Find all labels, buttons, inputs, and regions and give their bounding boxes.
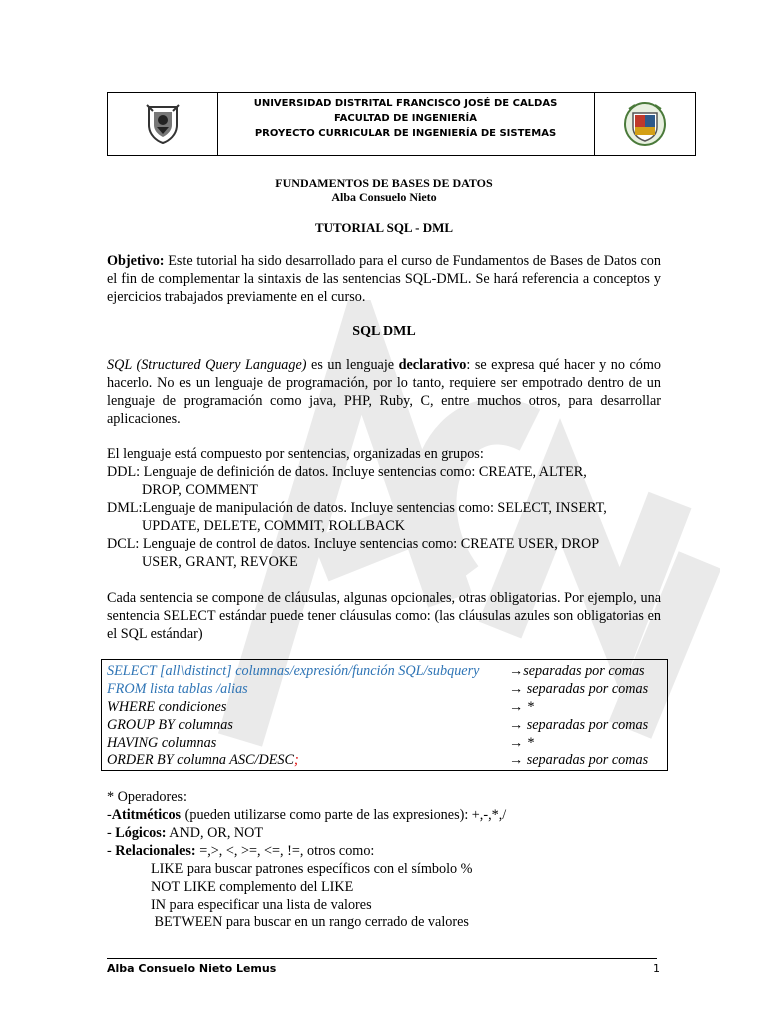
operator-like: LIKE para buscar patrones específicos con el símbolo %: [151, 861, 473, 877]
arrow-right-icon: →: [509, 717, 524, 733]
relational-text: =,>, <, >=, <=, !=, otros como:: [195, 843, 375, 859]
objective-text: Este tutorial ha sido desarrollado para el curso de Fundamentos de Bases de Datos con el fin de complementar la sintaxis de las sentencias SQL-DML. Se hará referencia a conceptos y ejercicios trabajados previamente en el curso.: [107, 253, 661, 305]
operator-in: IN para especificar una lista de valores: [151, 897, 372, 913]
program-name: PROYECTO CURRICULAR DE INGENIERÍA DE SISTEMAS: [254, 128, 557, 139]
arithmetic-operators: [107, 806, 506, 824]
declarative-term: declarativo: [398, 357, 467, 373]
page-number: 1: [653, 962, 660, 975]
intro-text-2: : se expresa qué hacer y no cómo hacerlo. No es un lenguaje de programación, por lo tanto, requiere ser empotrado dentro de un lenguaje de programación como java, PHP, Ruby, C, entre muchos otros, para desarrollar aplicaciones.: [107, 357, 661, 427]
logical-label: Lógicos:: [115, 825, 167, 841]
arithmetic-label: Atitméticos: [111, 807, 182, 823]
note-text: separadas por comas: [523, 717, 649, 733]
intro-text-1: es un lenguaje: [306, 357, 399, 373]
bullet-dash: -: [107, 825, 116, 841]
sql-row-orderby: [107, 751, 662, 769]
group-ddl-line1: DDL: Lenguaje de definición de datos. Incluye sentencias como: CREATE, ALTER,: [107, 464, 587, 480]
clause-orderby-text: ORDER BY columna ASC/DESC: [107, 752, 294, 768]
note-text: separadas por comas: [523, 752, 649, 768]
group-dcl-line1: DCL: Lenguaje de control de datos. Incluye sentencias como: CREATE USER, DROP: [107, 536, 600, 552]
section-title: SQL DML: [352, 324, 416, 339]
logical-operators: [107, 824, 263, 842]
bullet-dash: -: [107, 843, 116, 859]
institution-header: [107, 92, 696, 156]
clause-select: SELECT [all\distinct] columnas/expresión/función SQL/subquery: [107, 663, 480, 679]
arithmetic-text: (pueden utilizarse como parte de las expresiones): +,-,*,/: [181, 807, 507, 823]
sql-definition: SQL (Structured Query Language): [107, 357, 307, 373]
relational-label: Relacionales:: [115, 843, 196, 859]
clause-groupby: GROUP BY columnas: [107, 717, 233, 733]
groups-intro: El lenguaje está compuesto por sentencias, organizadas en grupos:: [107, 446, 484, 462]
note-having: [509, 734, 534, 752]
clauses-paragraph: Cada sentencia se compone de cláusulas, algunas opcionales, otras obligatorias. Por ejemplo, una sentencia SELECT estándar puede tener cláusulas como: (las cláusulas azules son obligatorias en el SQL estándar): [107, 590, 661, 642]
clause-where: WHERE condiciones: [107, 699, 227, 715]
sql-row-select: [107, 662, 662, 680]
document-title: TUTORIAL SQL - DML: [314, 220, 454, 235]
logical-text: AND, OR, NOT: [166, 825, 264, 841]
note-where: [509, 698, 534, 716]
footer-divider: [107, 958, 657, 959]
relational-operators: [107, 842, 374, 860]
note-select: [509, 662, 645, 680]
group-dml-line2: UPDATE, DELETE, COMMIT, ROLLBACK: [142, 518, 405, 534]
note-text: *: [523, 735, 534, 751]
objective-label: Objetivo:: [107, 253, 165, 269]
course-name: FUNDAMENTOS DE BASES DE DATOS: [275, 176, 493, 190]
note-orderby: [509, 751, 648, 769]
sql-row-where: [107, 698, 662, 716]
clause-orderby: [107, 751, 299, 769]
arrow-right-icon: →: [509, 681, 524, 697]
group-ddl-line2: DROP, COMMENT: [142, 482, 258, 498]
sql-clauses-table: [101, 659, 668, 771]
note-text: separadas por comas: [523, 681, 649, 697]
clause-having: HAVING columnas: [107, 735, 217, 751]
sql-row-from: [107, 680, 662, 698]
left-logo-cell: [108, 93, 218, 155]
arrow-right-icon: →: [509, 699, 524, 715]
operator-not-like: NOT LIKE complemento del LIKE: [151, 879, 354, 895]
note-text: separadas por comas: [523, 663, 645, 679]
group-dcl-line2: USER, GRANT, REVOKE: [142, 554, 298, 570]
university-name: UNIVERSIDAD DISTRITAL FRANCISCO JOSÉ DE CALDAS: [253, 98, 558, 109]
objective-paragraph: [107, 252, 661, 306]
footer-author: Alba Consuelo Nieto Lemus: [107, 962, 277, 975]
institution-name-cell: [217, 93, 595, 155]
sql-intro-paragraph: [107, 356, 661, 428]
arrow-right-icon: →: [509, 663, 524, 679]
operator-between: BETWEEN para buscar en un rango cerrado de valores: [151, 914, 469, 930]
note-groupby: [509, 716, 648, 734]
university-shield-icon: [145, 103, 181, 145]
arrow-right-icon: →: [509, 735, 524, 751]
author-name: Alba Consuelo Nieto: [331, 190, 437, 204]
bullet-dash: -: [107, 807, 112, 823]
note-from: [509, 680, 648, 698]
note-text: *: [523, 699, 534, 715]
sql-row-having: [107, 734, 662, 752]
operators-title: * Operadores:: [107, 789, 187, 805]
faculty-crest-icon: [623, 101, 667, 147]
faculty-name: FACULTAD DE INGENIERÍA: [334, 113, 477, 124]
right-logo-cell: [595, 93, 695, 155]
semicolon-terminator: ;: [293, 752, 299, 768]
clause-from: FROM lista tablas /alias: [107, 681, 248, 697]
group-dml-line1: DML:Lenguaje de manipulación de datos. Incluye sentencias como: SELECT, INSERT,: [107, 500, 607, 516]
sql-row-groupby: [107, 716, 662, 734]
arrow-right-icon: →: [509, 752, 524, 768]
